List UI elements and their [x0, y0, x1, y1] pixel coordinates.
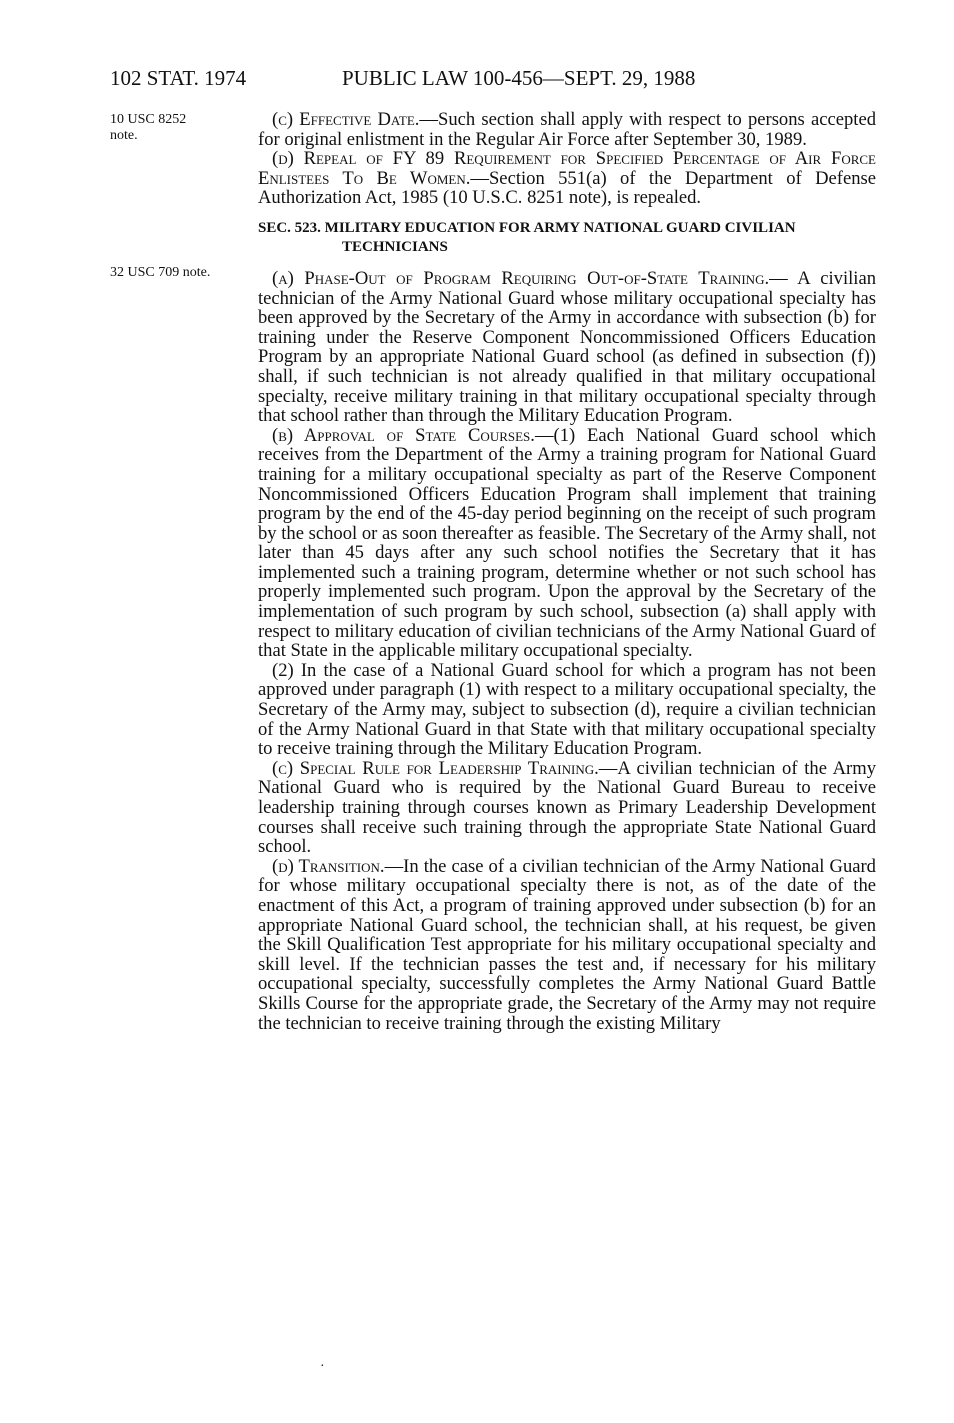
margin-note-line: 32 USC 709 note.	[110, 265, 211, 280]
paragraph-heading: (c) Effective Date.	[272, 109, 420, 130]
paragraph-heading: (a) Phase-Out of Program Requiring Out-of-State Training.	[272, 267, 770, 289]
paragraph-b-approval	[258, 426, 876, 661]
paragraph-text: —Such section shall apply with respect to persons accepted for original enlistment in the Regular Air Force after September 30, 1989.	[258, 109, 876, 150]
paragraph-heading: (b) Approval of State Courses.	[272, 424, 535, 446]
paragraph-text: — A civilian technician of the Army National Guard whose military occupational specialty has been approved by the Secretary of the Army in accordance with subsection (b) for training under the Reserve Component Noncommissioned Officers Education Program by an appropriate National Guard school (as defined in subsection (f)) shall, if such technician is not already qualified in that military occupational specialty, receive military training in that military occupational specialty through that school rather than through the Military Education Program.	[258, 267, 876, 427]
margin-note-line: 10 USC 8252	[110, 112, 187, 127]
page-reference: 102 STAT. 1974	[110, 66, 247, 90]
paragraph-d-transition	[258, 857, 876, 1033]
margin-note-usc-709	[110, 265, 240, 281]
body-text	[258, 110, 876, 1033]
paragraph-text: (2) In the case of a National Guard school for which a program has not been approved under paragraph (1) with respect to a military occupational specialty, the Secretary of the Army may, subject to subsection (d), require a civilian technician of the Army National Guard in that State with that military occupational specialty to receive training through the Military Education Program.	[258, 659, 876, 760]
section-title-line: TECHNICIANS	[342, 238, 448, 255]
paragraph-heading: (c) Special Rule for Leadership Training.	[272, 757, 599, 779]
page-header	[110, 63, 830, 93]
paragraph-d-repeal	[258, 149, 876, 208]
paragraph-heading: (d) Repeal of FY 89 Requirement for Specified Percentage of Air Force Enlistees To Be Women.	[258, 148, 876, 189]
law-title: PUBLIC LAW 100-456—SEPT. 29, 1988	[342, 66, 696, 90]
paragraph-c-special-rule	[258, 759, 876, 857]
paragraph-text: —A civilian technician of the Army National Guard who is required by the National Guard Bureau to receive leadership training through courses known as Primary Leadership Development courses shall receive such training through the appropriate State National Guard school.	[258, 757, 876, 858]
paragraph-heading: (d) Transition.	[272, 855, 385, 877]
scan-speck: ·	[320, 1359, 325, 1374]
margin-note-usc-8252	[110, 112, 240, 144]
section-heading	[258, 219, 876, 257]
paragraph-b2	[258, 661, 876, 759]
paragraph-text: —In the case of a civilian technician of the Army National Guard for whose military occupational specialty there is not, as of the date of the enactment of this Act, a program of training approved under subsection (b) for an appropriate National Guard school, the technician shall, at his request, be given the Skill Qualification Test appropriate for his military occupational specialty and skill level. If the technician passes the test and, if necessary for his military occupational specialty, successfully completes the Army National Guard Battle Skills Course for the appropriate grade, the Secretary of the Army may not require the technician to receive training through the existing Military	[258, 855, 876, 1034]
margin-note-line: note.	[110, 128, 138, 143]
section-title-line: SEC. 523. MILITARY EDUCATION FOR ARMY NATIONAL GUARD CIVILIAN	[258, 219, 796, 236]
paragraph-c-effective-date	[258, 110, 876, 149]
paragraph-text: —Section 551(a) of the Department of Defense Authorization Act, 1985 (10 U.S.C. 8251 note), is repealed.	[258, 167, 876, 209]
paragraph-a-phase-out	[258, 269, 876, 426]
paragraph-text: —(1) Each National Guard school which receives from the Department of the Army a training program for National Guard training for a military occupational specialty as part of the Reserve Component Noncommissioned Officers Education Program shall implement that training program by the end of the 45-day period beginning on the receipt of such program by the school or as soon thereafter as feasible. The Secretary of the Army shall, not later than 45 days after any such school notifies the Secretary that it has implemented such a training program, determine whether or not such school has properly implemented such program. Upon the approval by the Secretary of the implementation of such program by such school, subsection (a) shall apply with respect to military education of civilian technicians of the Army National Guard of that State in the applicable military occupational specialty.	[258, 424, 877, 662]
